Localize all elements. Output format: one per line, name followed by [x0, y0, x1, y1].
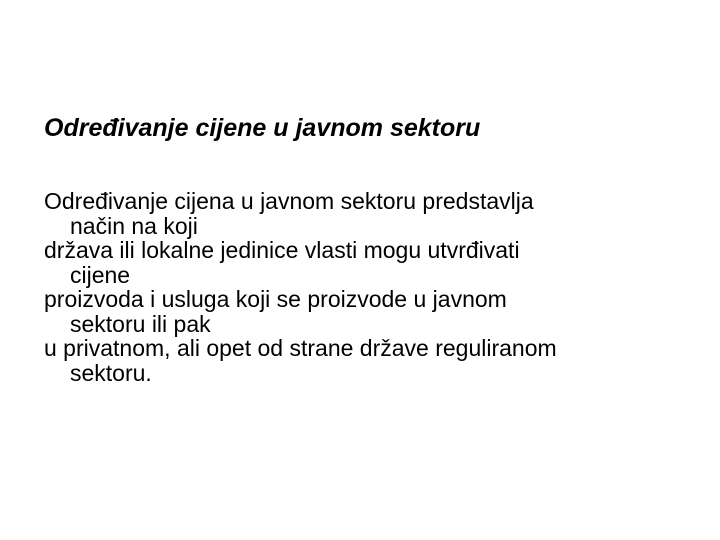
body-line-continuation: sektoru ili pak [70, 310, 211, 337]
slide-body [44, 189, 694, 385]
slide-title: Određivanje cijene u javnom sektoru [44, 114, 481, 142]
body-line: u privatnom, ali opet od strane države reguliranom [44, 335, 557, 361]
body-line: Određivanje cijena u javnom sektoru predstavlja [44, 188, 534, 214]
body-line: proizvoda i usluga koji se proizvode u javnom [44, 286, 507, 312]
body-line-continuation: cijene [70, 261, 131, 288]
body-line: država ili lokalne jedinice vlasti mogu utvrđivati [44, 237, 520, 263]
body-line-continuation: način na koji [70, 212, 198, 239]
body-line-continuation: sektoru. [70, 359, 152, 386]
